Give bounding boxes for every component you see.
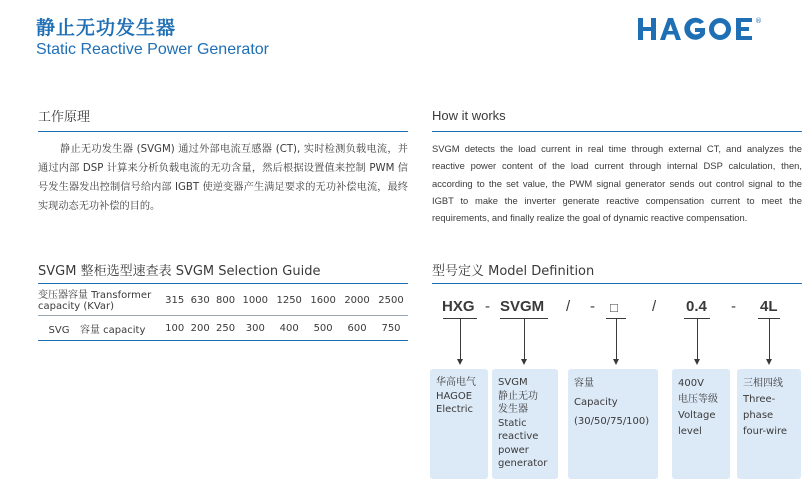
connector-line [616,318,617,360]
transformer-capacity-label: 变压器容量 Transformer capacity (KVar) [38,286,162,316]
box-line: (30/50/75/100) [574,416,650,427]
box-line: Static [498,417,527,429]
selection-table-wrap [38,286,408,341]
model-box-voltage [672,369,730,479]
table-cell: 500 [306,316,340,341]
box-line: level [678,426,702,437]
box-line: phase [743,410,774,421]
table-cell: 300 [238,316,272,341]
arrow-down-icon [766,359,772,365]
code-slash: / [652,298,657,315]
selection-table [38,286,408,341]
code-dash: - [590,298,595,315]
capacity-label: 容量 capacity [80,324,146,336]
code-hxg: HXG [442,298,475,315]
principle-cn-heading: 工作原理 [38,110,91,125]
box-line: 容量 [574,378,594,389]
arrow-down-icon [613,359,619,365]
principle-en-divider [432,131,802,132]
hagoe-logo [638,14,798,44]
box-line: HAGOE [436,390,473,402]
box-line: Capacity [574,397,618,408]
arrow-down-icon [694,359,700,365]
table-cell: 2500 [374,286,408,316]
table-cell: 800 [213,286,238,316]
code-dash: - [731,298,736,315]
page-title-cn: 静止无功发生器 [36,17,177,39]
box-line: generator [498,458,548,469]
table-cell: 250 [213,316,238,341]
svg-label: SVG [48,324,70,336]
box-line: reactive [498,431,539,442]
code-phase: 4L [760,298,778,315]
box-line: SVGM [498,377,528,388]
connector-line [524,318,525,360]
model-box-capacity [568,369,658,479]
table-row [38,286,408,316]
connector-line [697,318,698,360]
principle-en-heading: How it works [432,108,506,123]
table-cell: 1000 [238,286,272,316]
box-line: Electric [436,404,474,415]
principle-cn-body: 静止无功发生器 (SVGM) 通过外部电流互感器 (CT), 实时检测负载电流，并通过内部 DSP 计算来分析负载电流的无功含量，然后根据设置值来控制 PWM 信号发生器发出控制信号给内部 IGBT 使逆变器产生满足要求的无功补偿电流，最终实现动态无功补偿的目的。 [38,144,408,212]
model-box-series [492,369,558,479]
table-cell: 400 [272,316,306,341]
arrow-down-icon [521,359,527,365]
table-cell: 2000 [340,286,374,316]
code-dash: - [485,298,490,315]
registered-mark: ® [755,17,762,25]
principle-en-body: SVGM detects the load current in real time through external CT, and analyzes the reactive power content of the load current through internal DSP calculation, then, according to the set value, the PWM signal generator sends out control signal to the IGBT to make the inverter generate reactive compensation current to meet the requirements, and finally realize the goal of dynamic reactive compensation. [432,143,802,224]
model-heading: 型号定义 Model Definition [432,264,595,279]
code-svgm: SVGM [500,298,545,315]
box-line: 静止无功 [498,390,538,402]
box-line: power [498,444,529,456]
selection-heading: SVGM 整柜选型速查表 SVGM Selection Guide [38,264,321,279]
table-cell: 100 [162,316,187,341]
box-line: 400V [678,378,704,389]
model-box-phase [737,369,801,479]
box-line: 三相四线 [743,378,783,389]
arrow-down-icon [457,359,463,365]
model-divider [432,283,802,284]
box-line: Three- [743,394,776,405]
table-cell: 600 [340,316,374,341]
principle-cn-divider [38,131,408,132]
table-cell: 630 [187,286,212,316]
box-line: 华高电气 [436,377,476,388]
code-slash: / [566,298,571,315]
code-voltage: 0.4 [686,298,707,315]
page-title-en: Static Reactive Power Generator [36,41,269,58]
box-line: Voltage [678,410,716,421]
table-cell: 1600 [306,286,340,316]
table-cell: 1250 [272,286,306,316]
code-capacity-box: □ [610,300,618,315]
box-line: 发生器 [498,404,528,415]
table-row [38,316,408,341]
box-line: four-wire [743,426,788,437]
svg-capacity-label [38,316,162,341]
table-cell: 750 [374,316,408,341]
box-line: 电压等级 [678,394,718,405]
connector-line [460,318,461,360]
model-box-manufacturer [430,369,488,479]
selection-divider [38,283,408,284]
connector-line [769,318,770,360]
table-cell: 200 [187,316,212,341]
table-cell: 315 [162,286,187,316]
